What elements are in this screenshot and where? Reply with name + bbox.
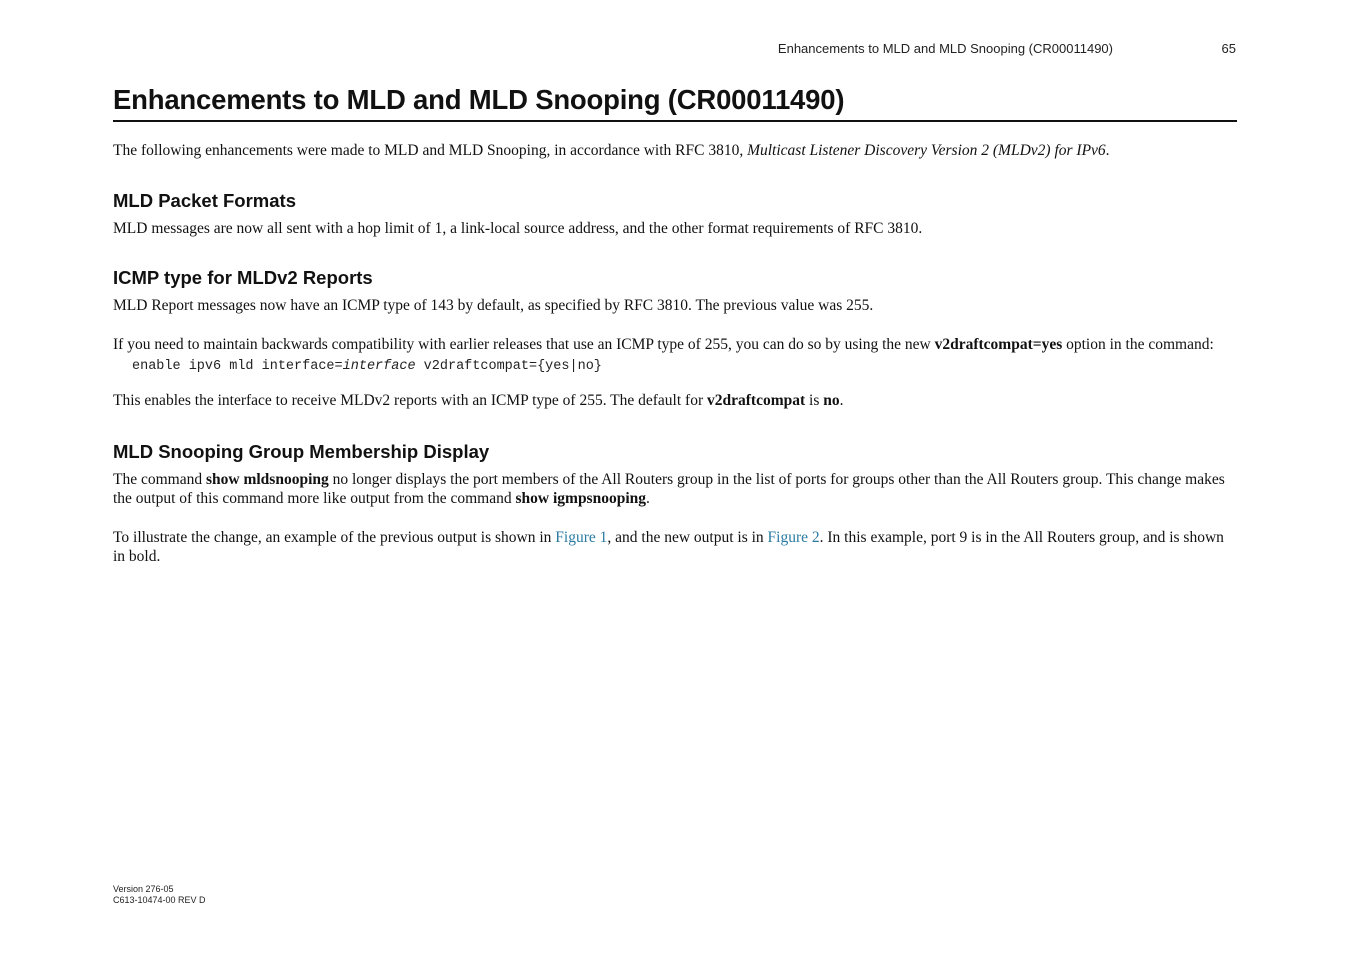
running-header-title: Enhancements to MLD and MLD Snooping (CR00011490) [777, 41, 1113, 56]
intro-rfc-title: Multicast Listener Discovery Version 2 (MLDv2) for IPv6 [747, 142, 1106, 159]
icmp-p3-default: no [823, 392, 840, 409]
figure-2-link[interactable]: Figure 2 [767, 528, 820, 546]
icmp-p2-text: If you need to maintain backwards compatibility with earlier releases that use an ICMP type of 255, you can do so by using the new [113, 335, 935, 353]
icmp-paragraph-1: MLD Report messages now have an ICMP type of 143 by default, as specified by RFC 3810. The previous value was 255. [113, 297, 874, 314]
icmp-paragraph-3 [113, 391, 1237, 411]
document-body [113, 141, 1237, 567]
packet-formats-paragraph: MLD messages are now all sent with a hop limit of 1, a link-local source address, and the other format requirements of RFC 3810. [113, 219, 923, 237]
snooping-paragraph-1 [113, 470, 1237, 509]
footer-version: Version 276-05 [113, 884, 174, 894]
icmp-p3-mid: is [805, 392, 824, 409]
icmp-p2-end: option in the command: [1062, 335, 1214, 353]
snooping-p1-end: . [646, 490, 650, 507]
page-footer [113, 884, 206, 906]
page-title: Enhancements to MLD and MLD Snooping (CR00011490) [113, 82, 1237, 122]
icmp-p3-param: v2draftcompat [707, 392, 806, 409]
intro-paragraph [113, 141, 1237, 161]
figure-1-link[interactable]: Figure 1 [555, 528, 608, 546]
heading-packet-formats: MLD Packet Formats [113, 189, 296, 211]
snooping-p1-b: no longer displays the port members of the All Routers group in the list of ports for groups other than the All Routers group. This change makes the output of this command more like output from the command [113, 470, 1225, 507]
command-example [132, 358, 1237, 376]
page-number: 65 [1221, 41, 1236, 56]
heading-icmp-type: ICMP type for MLDv2 Reports [113, 267, 373, 288]
snooping-p2-c: . In this example, port 9 is in the All Routers group, and is shown in bold. [113, 528, 1224, 565]
document-page [113, 0, 1237, 954]
snooping-p2-a: To illustrate the change, an example of the previous output is shown in [113, 528, 556, 546]
snooping-paragraph-2 [113, 528, 1237, 567]
icmp-p3-end: . [839, 392, 844, 409]
command-parameter: interface [342, 359, 416, 374]
snooping-p2-b: , and the new output is in [607, 528, 768, 546]
command-prefix: enable ipv6 mld interface= [132, 359, 343, 374]
intro-text: The following enhancements were made to MLD and MLD Snooping, in accordance with RFC 3810, [113, 142, 748, 159]
icmp-p3-text: This enables the interface to receive MLDv2 reports with an ICMP type of 255. The default for [113, 392, 707, 409]
intro-end: . [1105, 142, 1110, 159]
snooping-p1-cmd2: show igmpsnooping [515, 490, 647, 507]
snooping-p1-a: The command [113, 470, 206, 488]
command-suffix: v2draftcompat={yes|no} [415, 359, 602, 374]
snooping-p1-cmd1: show mldsnooping [205, 470, 329, 488]
icmp-paragraph-2 [113, 335, 1237, 355]
heading-snooping-display: MLD Snooping Group Membership Display [113, 440, 490, 462]
icmp-p2-option: v2draftcompat=yes [934, 335, 1063, 353]
footer-doc-code: C613-10474-00 REV D [113, 895, 206, 905]
